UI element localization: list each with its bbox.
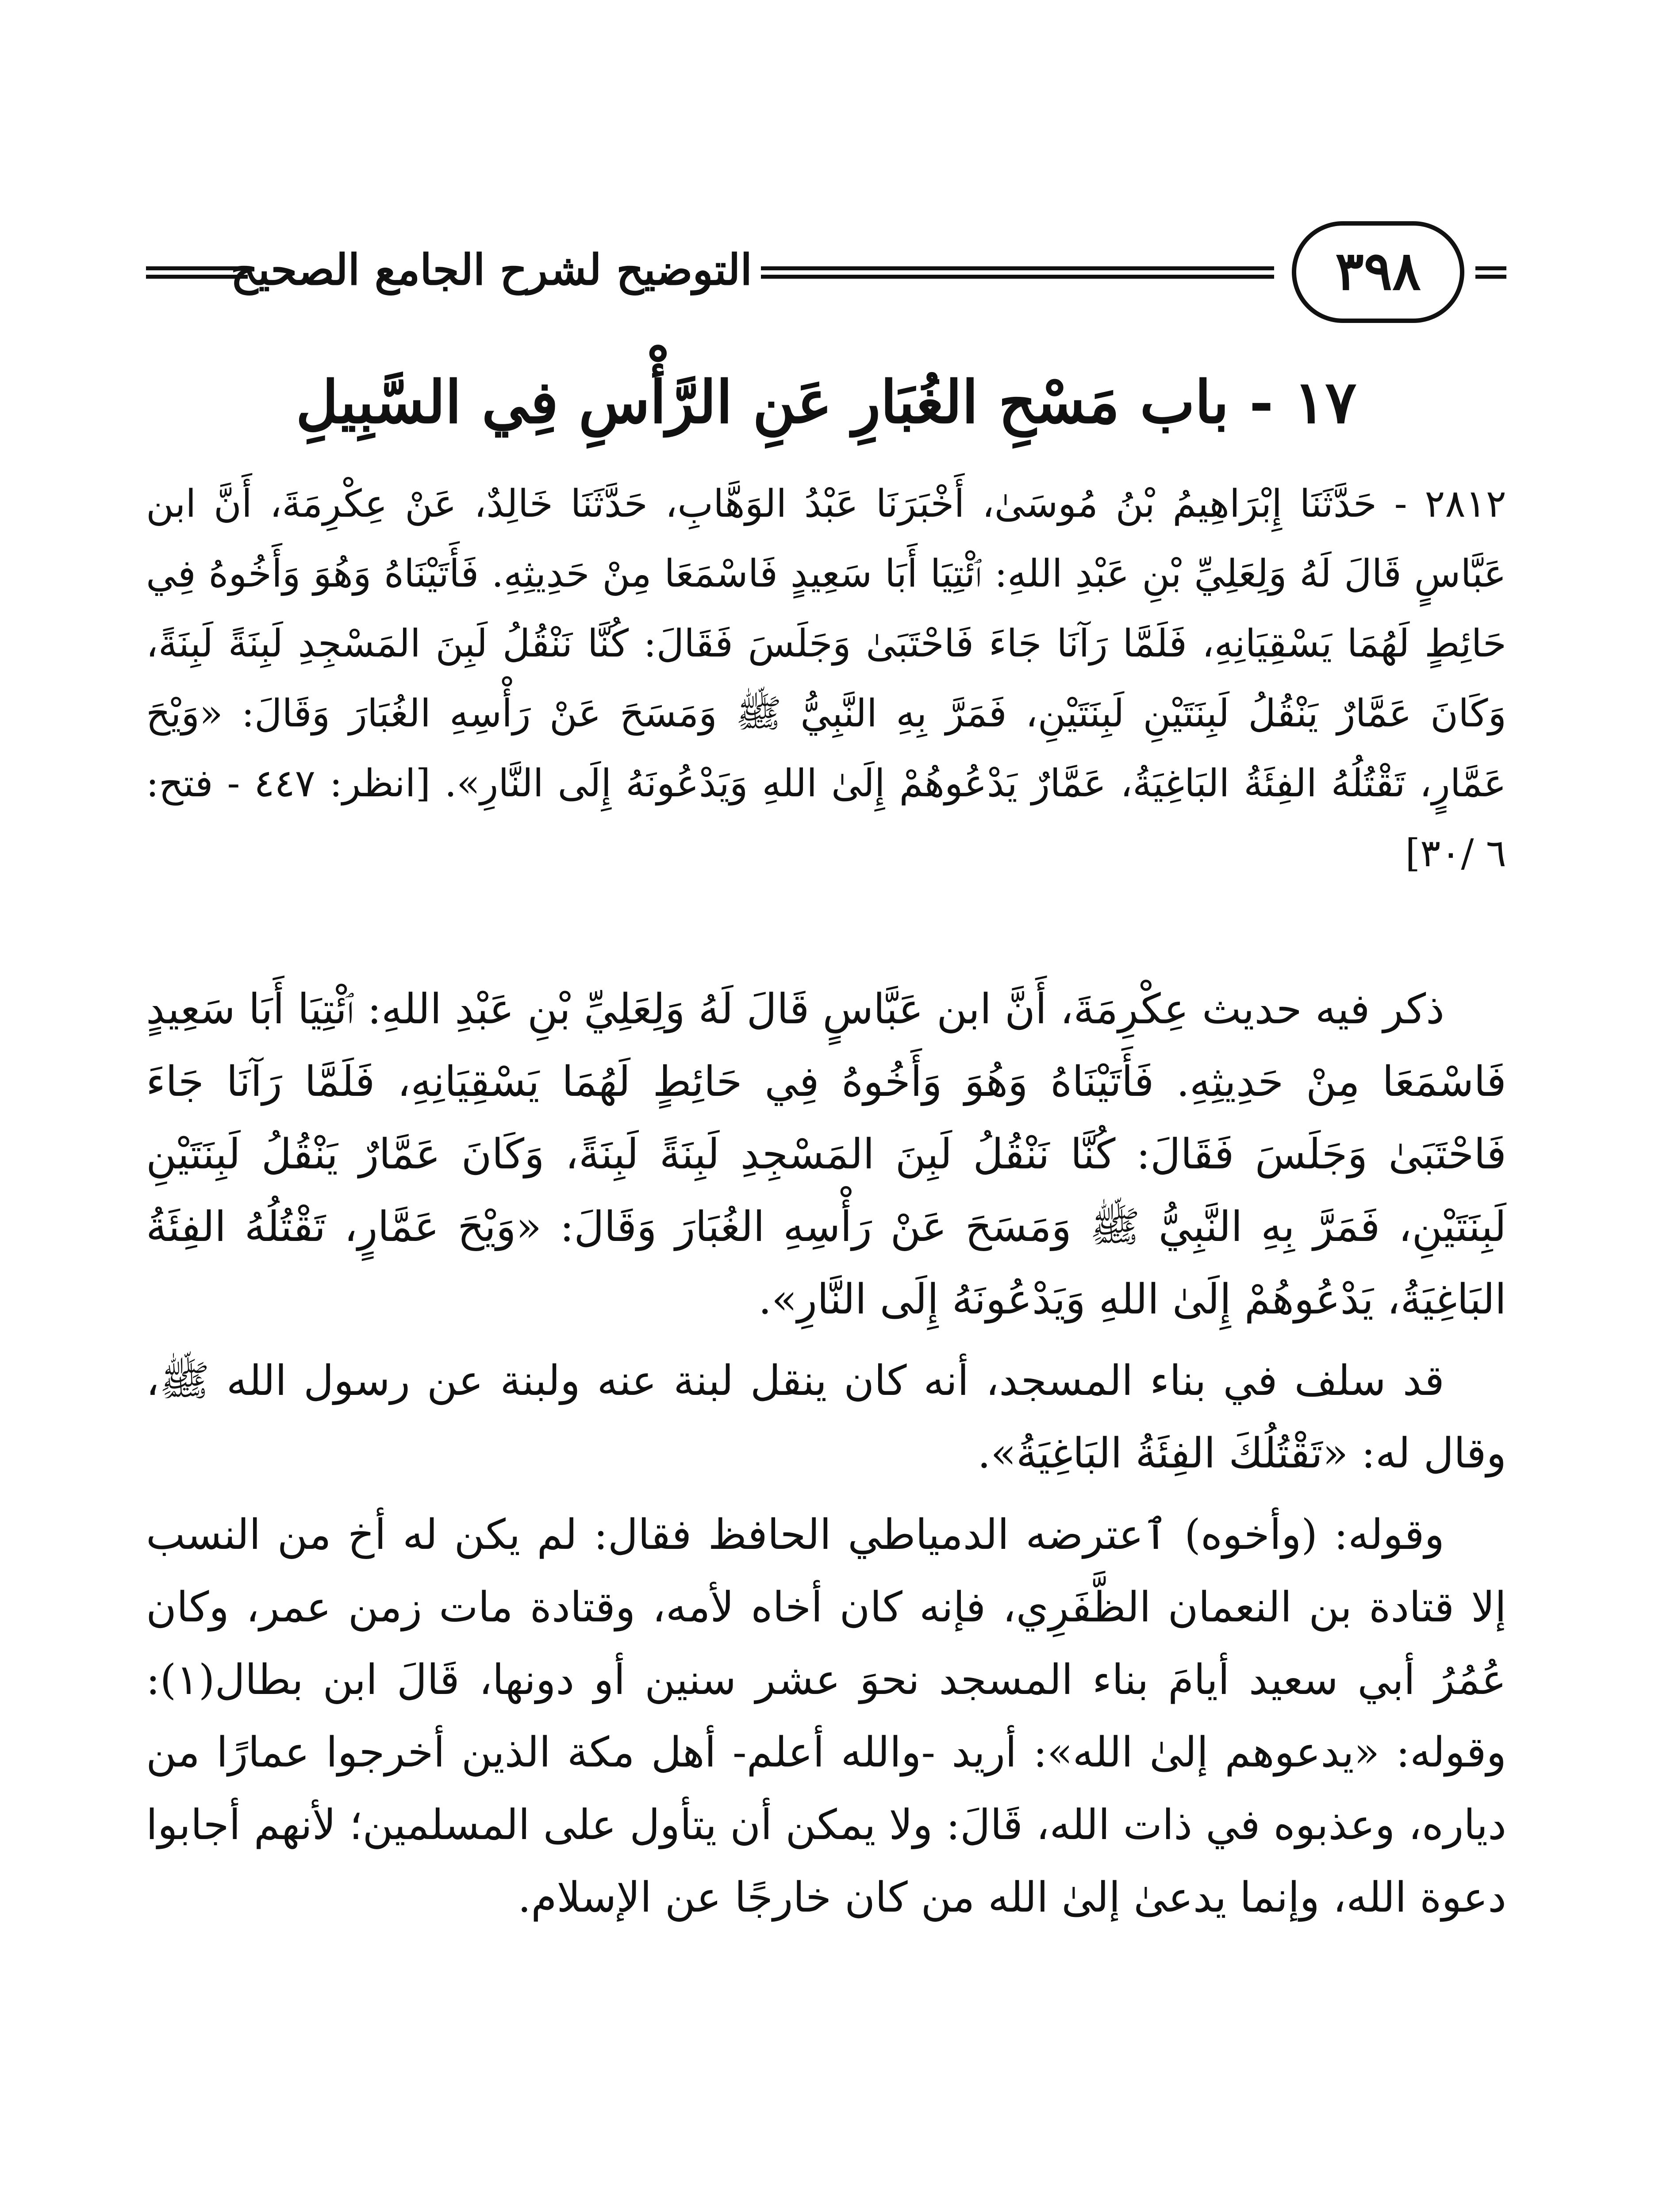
hadith-reference: [انظر: ٤٤٧ - فتح: ٦ /٣٠] <box>146 761 1506 876</box>
chapter-heading: ١٧ - باب مَسْحِ الغُبَارِ عَنِ الرَّأْسِ فِي السَّبِيلِ <box>296 368 1357 437</box>
hadith-text-block <box>146 469 1506 888</box>
running-header <box>146 221 1506 327</box>
page-number: ٣٩٨ <box>1292 221 1464 323</box>
commentary-paragraph: ذكر فيه حديث عِكْرِمَةَ، أَنَّ ابن عَبَّاسٍ قَالَ لَهُ وَلِعَلِيِّ بْنِ عَبْدِ اللهِ: ٱئْتِيَا أَبَا سَعِيدٍ فَاسْمَعَا مِنْ حَدِيثِهِ. فَأَتَيْنَاهُ وَهُوَ وَأَخُوهُ فِي حَائِطٍ لَهُمَا يَسْقِيَانِهِ، فَلَمَّا رَآنَا جَاءَ فَاحْتَبَىٰ وَجَلَسَ فَقَالَ: كُنَّا نَنْقُلُ لَبِنَ المَسْجِدِ لَبِنَةً لَبِنَةً، وَكَانَ عَمَّارٌ يَنْقُلُ لَبِنَتَيْنِ لَبِنَتَيْنِ، فَمَرَّ بِهِ النَّبِيُّ ﷺ وَمَسَحَ عَنْ رَأْسِهِ الغُبَارَ وَقَالَ: «وَيْحَ عَمَّارٍ، تَقْتُلُهُ الفِئَةُ البَاغِيَةُ، يَدْعُوهُمْ إِلَىٰ اللهِ وَيَدْعُونَهُ إِلَى النَّارِ». <box>146 985 1506 1324</box>
hadith-text: ٢٨١٢ - حَدَّثَنَا إِبْرَاهِيمُ بْنُ مُوسَىٰ، أَخْبَرَنَا عَبْدُ الوَهَّابِ، حَدَّثَنَا خَالِدٌ، عَنْ عِكْرِمَةَ، أَنَّ ابن عَبَّاسٍ قَالَ لَهُ وَلِعَلِيِّ بْنِ عَبْدِ اللهِ: ٱئْتِيَا أَبَا سَعِيدٍ فَاسْمَعَا مِنْ حَدِيثِهِ. فَأَتَيْنَاهُ وَهُوَ وَأَخُوهُ فِي حَائِطٍ لَهُمَا يَسْقِيَانِهِ، فَلَمَّا رَآنَا جَاءَ فَاحْتَبَىٰ وَجَلَسَ فَقَالَ: كُنَّا نَنْقُلُ لَبِنَ المَسْجِدِ لَبِنَةً لَبِنَةً، وَكَانَ عَمَّارٌ يَنْقُلُ لَبِنَتَيْنِ لَبِنَتَيْنِ، فَمَرَّ بِهِ النَّبِيُّ ﷺ وَمَسَحَ عَنْ رَأْسِهِ الغُبَارَ وَقَالَ: «وَيْحَ عَمَّارٍ، تَقْتُلُهُ الفِئَةُ البَاغِيَةُ، عَمَّارٌ يَدْعُوهُمْ إِلَىٰ اللهِ وَيَدْعُونَهُ إِلَى النَّارِ». <box>146 482 1506 806</box>
running-title: التوضيح لشرح الجامع الصحيح <box>230 245 752 295</box>
commentary-block <box>146 973 1506 1943</box>
commentary-paragraph: قد سلف في بناء المسجد، أنه كان ينقل لبنة عنه ولبنة عن رسول الله ﷺ، وقال له: «تَقْتُلُكَ الفِئَةُ البَاغِيَةُ». <box>146 1357 1506 1478</box>
header-rule <box>1475 266 1506 279</box>
header-rule <box>761 266 1274 279</box>
commentary-paragraph: وقوله: (وأخوه) ٱعترضه الدمياطي الحافظ فقال: لم يكن له أخ من النسب إلا قتادة بن النعمان الظَّفَرِي، فإنه كان أخاه لأمه، وقتادة مات زمن عمر، وكان عُمُرُ أبي سعيد أيامَ بناء المسجد نحوَ عشر سنين أو دونها، قَالَ ابن بطال(١): وقوله: «يدعوهم إلىٰ الله»: أريد -والله أعلم- أهل مكة الذين أخرجوا عمارًا من دياره، وعذبوه في ذات الله، قَالَ: ولا يمكن أن يتأول على المسلمين؛ لأنهم أجابوا دعوة الله، وإنما يدعىٰ إلىٰ الله من كان خارجًا عن الإسلام. <box>146 1511 1506 1922</box>
